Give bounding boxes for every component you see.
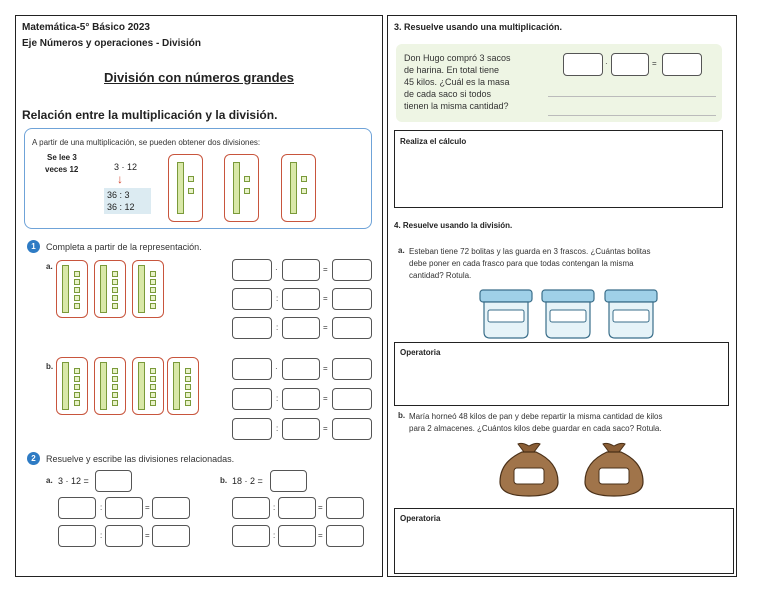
section-title: Relación entre la multiplicación y la división. xyxy=(22,108,278,122)
exercise-2b-label: b. xyxy=(220,476,228,485)
equals-symbol: = xyxy=(318,531,323,540)
ten-rod xyxy=(100,362,107,410)
exercise-2a-expr: 3 · 12 = xyxy=(58,476,89,486)
unit-cube xyxy=(185,376,191,382)
unit-cube xyxy=(74,384,80,390)
answer-box[interactable] xyxy=(232,388,272,410)
arrow-down-icon: ↓ xyxy=(117,172,123,186)
answer-box[interactable] xyxy=(332,388,372,410)
ten-rod xyxy=(233,162,240,214)
unit-cube xyxy=(150,303,156,309)
colon-symbol: : xyxy=(276,424,279,433)
exercise-1-badge: 1 xyxy=(27,240,40,253)
equals-symbol: = xyxy=(323,294,328,303)
exercise-1b-label: b. xyxy=(46,362,54,371)
dot-symbol: · xyxy=(275,364,278,373)
unit-cube xyxy=(185,392,191,398)
answer-box[interactable] xyxy=(662,53,702,76)
colon-symbol: : xyxy=(273,503,276,512)
sack-icon xyxy=(494,440,564,500)
exercise-4b-text xyxy=(409,411,662,435)
equals-symbol: = xyxy=(323,394,328,403)
unit-cube xyxy=(74,279,80,285)
unit-cube xyxy=(150,295,156,301)
answer-box[interactable] xyxy=(563,53,603,76)
operatoria-label-a: Operatoria xyxy=(400,348,441,357)
unit-cube xyxy=(112,279,118,285)
answer-box[interactable] xyxy=(326,497,364,519)
exercise-4a-label: a. xyxy=(398,246,405,255)
sack-icon xyxy=(579,440,649,500)
answer-box[interactable] xyxy=(232,358,272,380)
exercise-2-badge: 2 xyxy=(27,452,40,465)
unit-cube xyxy=(185,368,191,374)
problem-3-text xyxy=(404,52,511,112)
colon-symbol: : xyxy=(276,323,279,332)
equals-symbol: = xyxy=(323,424,328,433)
answer-box[interactable] xyxy=(152,497,190,519)
problem-3-line: de cada saco si todos xyxy=(404,89,492,99)
intro-label-1: Se lee 3 xyxy=(47,153,77,162)
exercise-4a-text xyxy=(409,246,650,282)
answer-box[interactable] xyxy=(282,288,320,310)
answer-box[interactable] xyxy=(282,317,320,339)
unit-cube xyxy=(112,287,118,293)
operatoria-label-b: Operatoria xyxy=(400,514,441,523)
ten-rod xyxy=(138,362,145,410)
answer-box[interactable] xyxy=(326,525,364,547)
group-1b xyxy=(94,357,126,415)
answer-box[interactable] xyxy=(58,497,96,519)
group-1a xyxy=(132,260,164,318)
unit-cube xyxy=(74,400,80,406)
answer-box[interactable] xyxy=(232,497,270,519)
answer-box[interactable] xyxy=(282,388,320,410)
answer-line[interactable] xyxy=(548,115,716,116)
answer-box[interactable] xyxy=(95,470,132,492)
unit-cube xyxy=(74,295,80,301)
ten-rod xyxy=(177,162,184,214)
exercise-2a-label: a. xyxy=(46,476,53,485)
group-1a xyxy=(56,260,88,318)
unit-cube xyxy=(112,376,118,382)
exercise-4-heading: 4. Resuelve usando la división. xyxy=(394,221,513,230)
problem-3-line: Don Hugo compró 3 sacos xyxy=(404,53,511,63)
unit-cube xyxy=(150,271,156,277)
equals-symbol: = xyxy=(145,531,150,540)
equals-symbol: = xyxy=(652,59,657,68)
ten-rod xyxy=(100,265,107,313)
unit-cube xyxy=(112,384,118,390)
exercise-4b-line: para 2 almacenes. ¿Cuántos kilos debe guardar en cada saco? Rotula. xyxy=(409,424,662,433)
unit-cube xyxy=(150,287,156,293)
problem-3-line: tienen la misma cantidad? xyxy=(404,101,509,111)
exercise-4a-line: cantidad? Rotula. xyxy=(409,271,472,280)
ten-rod xyxy=(62,362,69,410)
unit-cube xyxy=(301,188,307,194)
calc-box-label: Realiza el cálculo xyxy=(400,137,467,146)
unit-cube xyxy=(150,279,156,285)
intro-group xyxy=(224,154,259,222)
exercise-4a-line: debe poner en cada frasco para que todas contengan la misma xyxy=(409,259,634,268)
answer-box[interactable] xyxy=(232,288,272,310)
group-1b xyxy=(56,357,88,415)
answer-box[interactable] xyxy=(282,418,320,440)
dot-symbol: · xyxy=(275,265,278,274)
intro-mult: 3 · 12 xyxy=(114,162,138,172)
unit-cube xyxy=(185,384,191,390)
unit-cube xyxy=(188,188,194,194)
group-1b xyxy=(132,357,164,415)
problem-3-line: de harina. En total tiene xyxy=(404,65,500,75)
unit-cube xyxy=(150,376,156,382)
colon-symbol: : xyxy=(276,294,279,303)
exercise-3-heading: 3. Resuelve usando una multiplicación. xyxy=(394,22,563,32)
unit-cube xyxy=(244,176,250,182)
colon-symbol: : xyxy=(100,531,103,540)
answer-box[interactable] xyxy=(332,358,372,380)
answer-box[interactable] xyxy=(282,358,320,380)
answer-box[interactable] xyxy=(105,497,143,519)
exercise-2-instruction: Resuelve y escribe las divisiones relacionadas. xyxy=(46,454,235,464)
answer-box[interactable] xyxy=(332,317,372,339)
unit-cube xyxy=(74,392,80,398)
unit-cube xyxy=(150,384,156,390)
unit-cube xyxy=(112,303,118,309)
intro-text: A partir de una multiplicación, se pueden obtener dos divisiones: xyxy=(32,138,261,147)
unit-cube xyxy=(150,400,156,406)
unit-cube xyxy=(150,392,156,398)
answer-box[interactable] xyxy=(232,525,270,547)
jar-icon xyxy=(538,286,598,342)
unit-cube xyxy=(150,368,156,374)
intro-divisions xyxy=(104,188,151,214)
jar-icon xyxy=(476,286,536,342)
intro-group xyxy=(281,154,316,222)
unit-cube xyxy=(112,271,118,277)
unit-cube xyxy=(74,368,80,374)
intro-div2: 36 : 12 xyxy=(107,202,135,212)
answer-box[interactable] xyxy=(332,418,372,440)
exercise-4b-label: b. xyxy=(398,411,406,420)
answer-box[interactable] xyxy=(232,418,272,440)
page-title: División con números grandes xyxy=(104,70,294,85)
unit-cube xyxy=(244,188,250,194)
header-line2: Eje Números y operaciones - División xyxy=(22,38,201,49)
equals-symbol: = xyxy=(145,503,150,512)
unit-cube xyxy=(112,400,118,406)
unit-cube xyxy=(301,176,307,182)
dot-symbol: · xyxy=(605,59,608,68)
group-1b xyxy=(167,357,199,415)
exercise-4b-line: María horneó 48 kilos de pan y debe repartir la misma cantidad de kilos xyxy=(409,412,663,421)
problem-3-line: 45 kilos. ¿Cuál es la masa xyxy=(404,77,510,87)
answer-box[interactable] xyxy=(232,317,272,339)
intro-group xyxy=(168,154,203,222)
answer-box[interactable] xyxy=(270,470,307,492)
answer-box[interactable] xyxy=(58,525,96,547)
answer-box[interactable] xyxy=(105,525,143,547)
colon-symbol: : xyxy=(276,394,279,403)
header-line1: Matemática-5° Básico 2023 xyxy=(22,22,150,33)
equals-symbol: = xyxy=(323,265,328,274)
unit-cube xyxy=(112,295,118,301)
exercise-1a-label: a. xyxy=(46,262,53,271)
unit-cube xyxy=(74,271,80,277)
group-1a xyxy=(94,260,126,318)
exercise-1-instruction: Completa a partir de la representación. xyxy=(46,242,202,252)
unit-cube xyxy=(74,287,80,293)
equals-symbol: = xyxy=(323,323,328,332)
unit-cube xyxy=(188,176,194,182)
operatoria-box-a[interactable] xyxy=(394,342,729,406)
ten-rod xyxy=(62,265,69,313)
answer-box[interactable] xyxy=(611,53,649,76)
exercise-4a-line: Esteban tiene 72 bolitas y las guarda en 3 frascos. ¿Cuántas bolitas xyxy=(409,247,651,256)
equals-symbol: = xyxy=(323,364,328,373)
intro-label-2: veces 12 xyxy=(45,165,79,174)
answer-box[interactable] xyxy=(278,497,316,519)
exercise-2b-expr: 18 · 2 = xyxy=(232,476,263,486)
ten-rod xyxy=(173,362,180,410)
intro-div1: 36 : 3 xyxy=(107,190,130,200)
answer-box[interactable] xyxy=(282,259,320,281)
colon-symbol: : xyxy=(100,503,103,512)
unit-cube xyxy=(185,400,191,406)
ten-rod xyxy=(290,162,297,214)
answer-box[interactable] xyxy=(152,525,190,547)
answer-box[interactable] xyxy=(232,259,272,281)
equals-symbol: = xyxy=(318,503,323,512)
answer-line[interactable] xyxy=(548,96,716,97)
operatoria-box-b[interactable] xyxy=(394,508,734,574)
jar-icon xyxy=(601,286,661,342)
answer-box[interactable] xyxy=(332,259,372,281)
unit-cube xyxy=(74,376,80,382)
ten-rod xyxy=(138,265,145,313)
answer-box[interactable] xyxy=(278,525,316,547)
answer-box[interactable] xyxy=(332,288,372,310)
unit-cube xyxy=(112,392,118,398)
unit-cube xyxy=(112,368,118,374)
unit-cube xyxy=(74,303,80,309)
colon-symbol: : xyxy=(273,531,276,540)
